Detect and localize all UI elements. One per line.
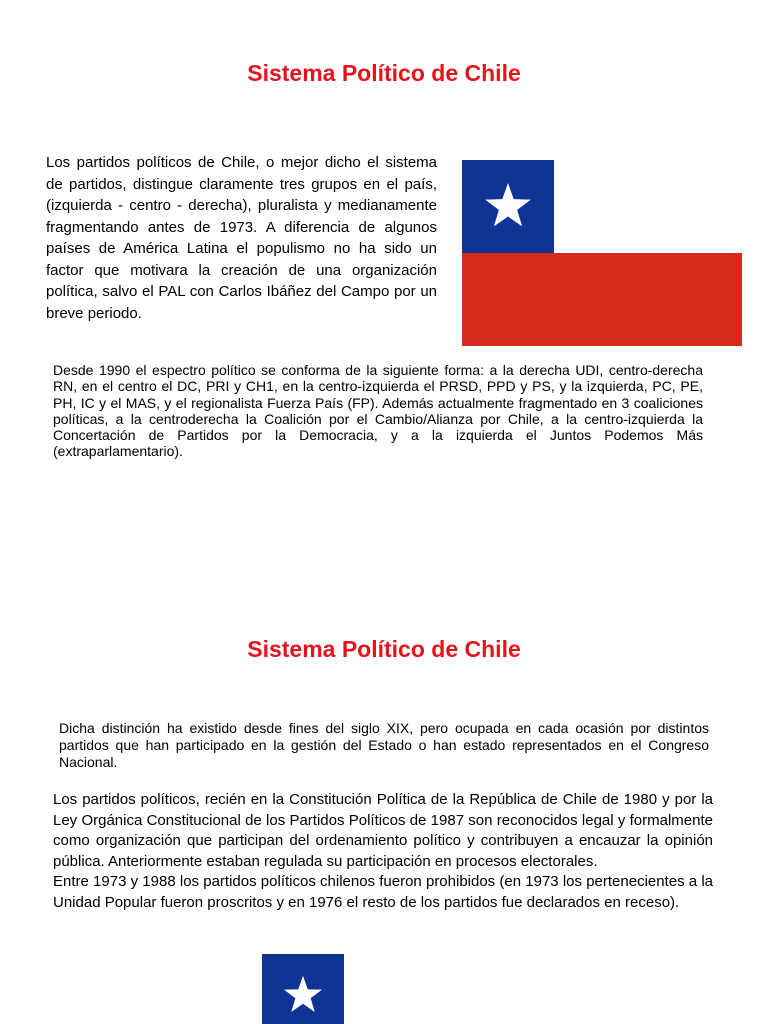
paragraph-political-spectrum: Desde 1990 el espectro político se conforma de la siguiente forma: a la derecha UDI, centro-derecha RN, en el centro el DC, PRI y CH1, en la centro-izquierda el PRSD, PPD y PS, y la izquierda, PC, PE, PH, IC y el MAS, y el regionalista Fuerza País (FP). Además actualmente fragmentado en 3 coaliciones políticas, a la centroderecha la Coalición por el Cambio/Alianza por Chile, a la centro-izquierda la Concertación de Partidos por la Democracia, y a la izquierda el Juntos Podemos Más (extraparlamentario).: [53, 362, 703, 460]
page-title: Sistema Político de Chile: [247, 60, 521, 86]
star-icon: [484, 182, 532, 230]
chile-flag-image-2: [262, 954, 542, 1024]
paragraph-constitution: Los partidos políticos, recién en la Constitución Política de la República de Chile de 1980 y por la Ley Orgánica Constitucional de los Partidos Políticos de 1987 son reconocidos legal y formalmente como organización que participan del ordenamiento político y contribuyen a encauzar la opinión pública. Anteriormente estaban regulada su participación en procesos electorales.: [53, 791, 713, 870]
flag-red-stripe: [462, 253, 742, 346]
paragraph-distinction: Dicha distinción ha existido desde fines del siglo XIX, pero ocupada en cada ocasión por distintos partidos que han participado en la gestión del Estado o han estado representados en el Congreso Nacional.: [59, 720, 709, 770]
page-title-2: Sistema Político de Chile: [247, 636, 521, 662]
paragraph-legal-recognition: [53, 790, 713, 913]
chile-flag-image: [462, 160, 742, 346]
paragraph-party-system: Los partidos políticos de Chile, o mejor dicho el sistema de partidos, distingue claramente tres grupos en el país, (izquierda - centro - derecha), pluralista y medianamente fragmentando antes de 1973. A diferencia de algunos países de América Latina el populismo no ha sido un factor que motivara la creación de una organización política, salvo el PAL con Carlos Ibáñez del Campo por un breve periodo.: [46, 154, 437, 322]
star-icon: [283, 975, 323, 1015]
paragraph-prohibition: Entre 1973 y 1988 los partidos políticos chilenos fueron prohibidos (en 1973 los pertenecientes a la Unidad Popular fueron proscritos y en 1976 el resto de los partidos fue declarados en receso).: [53, 873, 713, 911]
